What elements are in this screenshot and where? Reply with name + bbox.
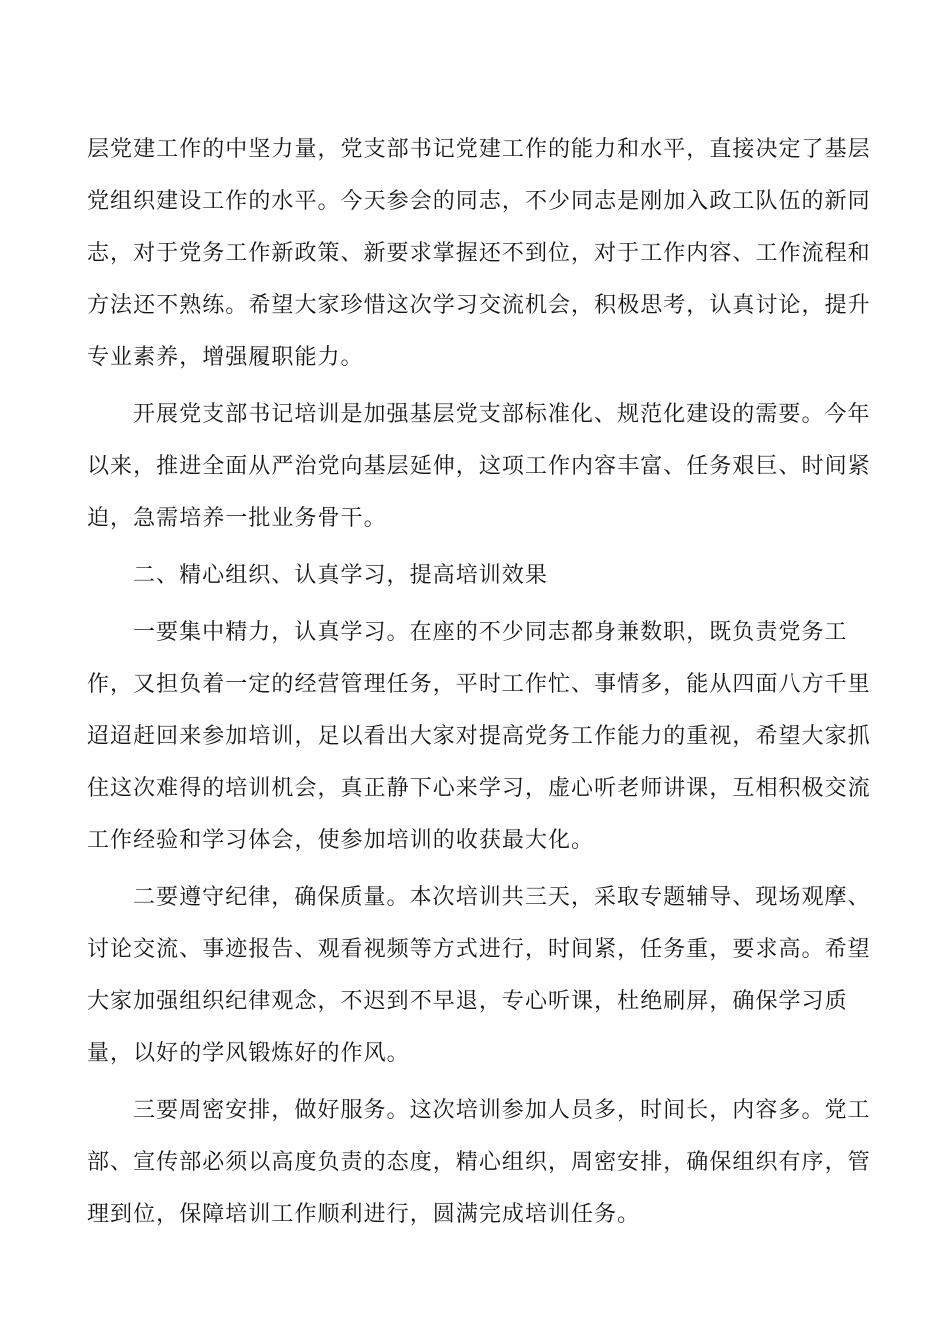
section-heading (87, 550, 861, 602)
text-line: 理到位，保障培训工作顺利进行，圆满完成培训任务。 (87, 1202, 641, 1227)
text-line: 讨论交流、事迹报告、观看视频等方式进行，时间紧，任务重，要求高。希望 (87, 937, 871, 962)
section-heading-text: 二、精心组织、认真学习，提高培训效果 (133, 563, 548, 588)
text-line: 大家加强组织纪律观念，不迟到不早退，专心听课，杜绝刷屏，确保学习质 (87, 989, 848, 1014)
text-line: 开展党支部书记培训是加强基层党支部标准化、规范化建设的需要。今年 (133, 402, 871, 427)
text-line: 党组织建设工作的水平。今天参会的同志，不少同志是刚加入政工队伍的新同 (87, 189, 871, 214)
text-line: 志，对于党务工作新政策、新要求掌握还不到位，对于工作内容、工作流程和 (87, 241, 871, 266)
paragraph-training-need (87, 389, 871, 545)
text-line: 层党建工作的中坚力量，党支部书记党建工作的能力和水平，直接决定了基层 (87, 137, 871, 162)
text-line: 部、宣传部必须以高度负责的态度，精心组织，周密安排，确保组织有序，管 (87, 1150, 871, 1175)
text-line: 专业素养，增强履职能力。 (87, 345, 364, 370)
paragraph-discipline (87, 872, 871, 1080)
text-line: 迫，急需培养一批业务骨干。 (87, 506, 387, 531)
text-line: 二要遵守纪律，确保质量。本次培训共三天，采取专题辅导、现场观摩、 (133, 885, 871, 910)
text-line: 方法还不熟练。希望大家珍惜这次学习交流机会，积极思考，认真讨论，提升 (87, 293, 871, 318)
paragraph-continuation (87, 124, 871, 384)
paragraph-service (87, 1085, 871, 1241)
text-line: 以来，推进全面从严治党向基层延伸，这项工作内容丰富、任务艰巨、时间紧 (87, 454, 871, 479)
paragraph-study (87, 607, 871, 867)
text-line: 住这次难得的培训机会，真正静下心来学习，虚心听老师讲课，互相积极交流 (87, 776, 871, 801)
text-line: 工作经验和学习体会，使参加培训的收获最大化。 (87, 828, 595, 853)
text-line: 迢迢赶回来参加培训，足以看出大家对提高党务工作能力的重视，希望大家抓 (87, 724, 871, 749)
text-line: 量，以好的学风锻炼好的作风。 (87, 1041, 410, 1066)
document-body (87, 124, 871, 1241)
text-line: 三要周密安排，做好服务。这次培训参加人员多，时间长，内容多。党工 (133, 1098, 871, 1123)
text-line: 作，又担负着一定的经营管理任务，平时工作忙、事情多，能从四面八方千里 (87, 672, 871, 697)
text-line: 一要集中精力，认真学习。在座的不少同志都身兼数职，既负责党务工 (133, 620, 848, 645)
